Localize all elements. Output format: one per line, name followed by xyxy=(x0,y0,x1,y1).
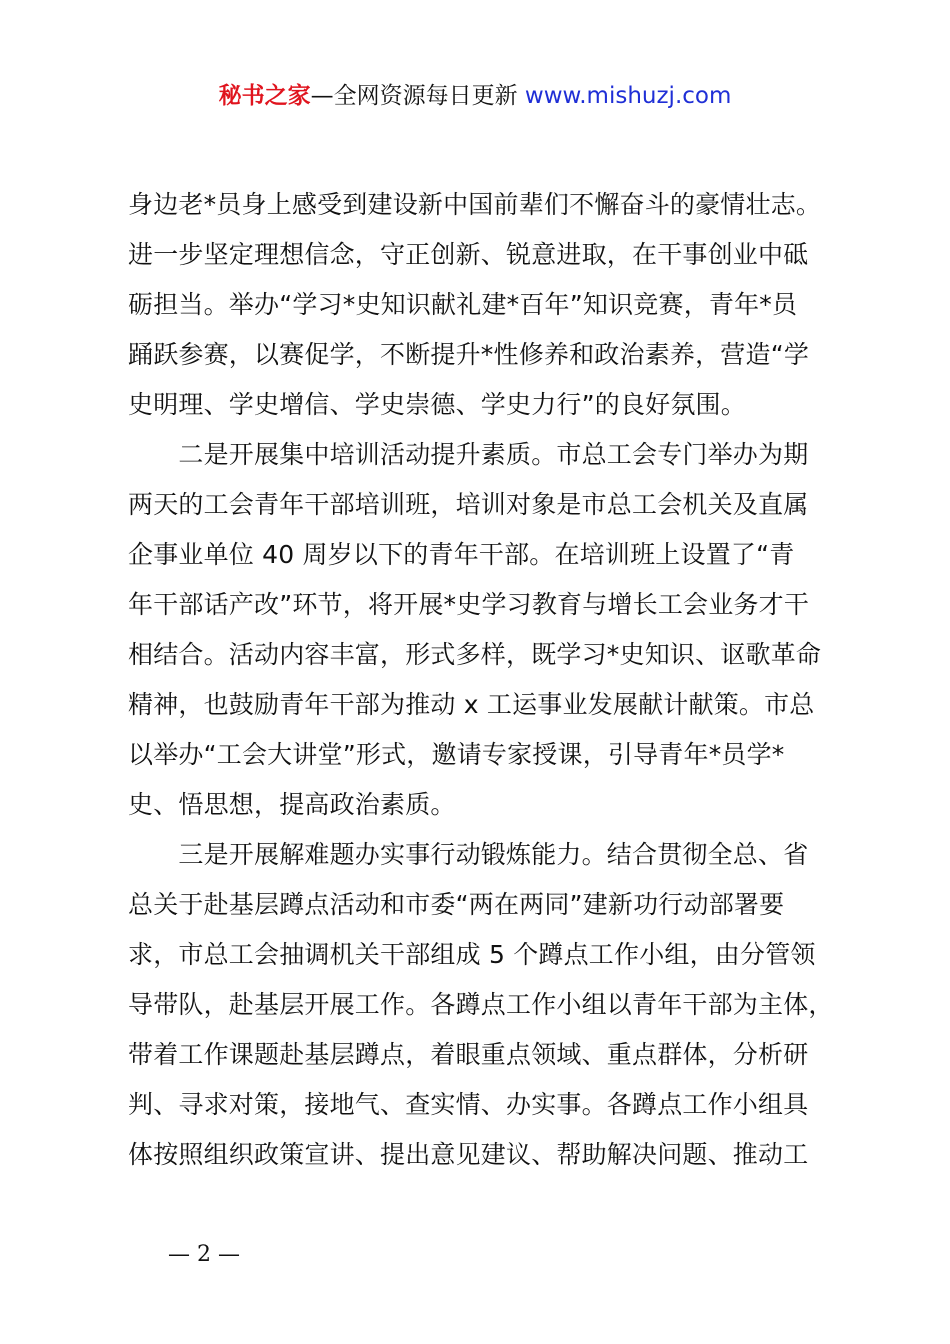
text-line: 二是开展集中培训活动提升素质。市总工会专门举办为期 xyxy=(128,440,809,469)
text-line: 企事业单位 40 周岁以下的青年干部。在培训班上设置了“青 xyxy=(128,540,795,569)
site-url: www.mishuzj.com xyxy=(524,83,732,109)
document-body xyxy=(128,180,840,1180)
text-line: 年干部话产改”环节，将开展*史学习教育与增长工会业务才干 xyxy=(128,590,810,619)
text-line: 导带队，赴基层开展工作。各蹲点工作小组以青年干部为主体， xyxy=(128,990,834,1019)
page-number: — 2 — xyxy=(168,1242,240,1267)
text-line: 相结合。活动内容丰富，形式多样，既学习*史知识、讴歌革命 xyxy=(128,640,822,669)
text-line: 进一步坚定理想信念，守正创新、锐意进取，在干事创业中砥 xyxy=(128,240,809,269)
text-line: 总关于赴基层蹲点活动和市委“两在两同”建新功行动部署要 xyxy=(128,890,785,919)
text-line: 三是开展解难题办实事行动锻炼能力。结合贯彻全总、省 xyxy=(128,840,809,869)
text-line: 史明理、学史增信、学史崇德、学史力行”的良好氛围。 xyxy=(128,390,746,419)
page-header xyxy=(0,80,950,112)
text-line: 求，市总工会抽调机关干部组成 5 个蹲点工作小组，由分管领 xyxy=(128,940,816,969)
text-line: 砺担当。举办“学习*史知识献礼建*百年”知识竞赛，青年*员 xyxy=(128,290,798,319)
text-line: 身边老*员身上感受到建设新中国前辈们不懈奋斗的豪情壮志。 xyxy=(128,190,822,219)
text-line: 精神，也鼓励青年干部为推动 x 工运事业发展献计献策。市总 xyxy=(128,690,815,719)
text-line: 史、悟思想，提高政治素质。 xyxy=(128,790,456,819)
text-line: 踊跃参赛，以赛促学，不断提升*性修养和政治素养，营造“学 xyxy=(128,340,810,369)
text-line: 体按照组织政策宣讲、提出意见建议、帮助解决问题、推动工 xyxy=(128,1140,809,1169)
text-line: 两天的工会青年干部培训班，培训对象是市总工会机关及直属 xyxy=(128,490,809,519)
header-tagline: —全网资源每日更新 xyxy=(310,83,518,109)
text-line: 带着工作课题赴基层蹲点，着眼重点领域、重点群体，分析研 xyxy=(128,1040,809,1069)
brand-name: 秘书之家 xyxy=(218,83,311,109)
text-line: 以举办“工会大讲堂”形式，邀请专家授课，引导青年*员学* xyxy=(128,740,785,769)
text-line: 判、寻求对策，接地气、查实情、办实事。各蹲点工作小组具 xyxy=(128,1090,809,1119)
